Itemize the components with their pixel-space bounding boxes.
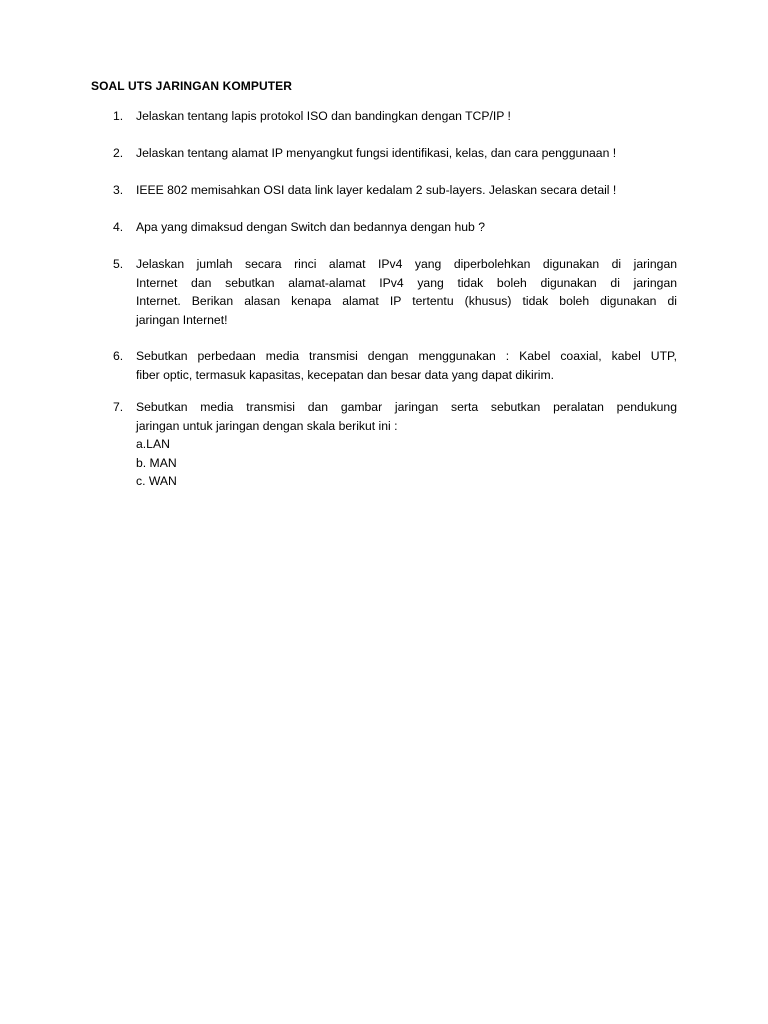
question-text bbox=[136, 347, 677, 384]
sub-item-man: b. MAN bbox=[136, 455, 177, 470]
question-text bbox=[136, 398, 677, 435]
question-text bbox=[136, 181, 677, 200]
question-number: 7. bbox=[113, 400, 124, 414]
document-title: SOAL UTS JARINGAN KOMPUTER bbox=[91, 79, 293, 93]
question-item-3 bbox=[113, 181, 677, 200]
question-line: Internet. Berikan alasan kenapa alamat IP tertentu (khusus) tidak boleh digunakan di bbox=[136, 294, 677, 308]
question-number: 2. bbox=[113, 146, 124, 160]
question-line: Internet dan sebutkan alamat-alamat IPv4 yang tidak boleh digunakan di jaringan bbox=[136, 275, 677, 290]
question-line: IEEE 802 memisahkan OSI data link layer kedalam 2 sub-layers. Jelaskan secara detail ! bbox=[136, 183, 617, 197]
question-item-6 bbox=[113, 347, 677, 384]
question-line: Jelaskan tentang alamat IP menyangkut fungsi identifikasi, kelas, dan cara penggunaan ! bbox=[136, 146, 617, 160]
question-text bbox=[136, 107, 677, 126]
sub-item-lan: a.LAN bbox=[136, 437, 170, 451]
question-line: Sebutkan media transmisi dan gambar jaringan serta sebutkan peralatan pendukung bbox=[136, 400, 677, 414]
question-number: 3. bbox=[113, 183, 124, 197]
question-line: jaringan Internet! bbox=[136, 312, 228, 327]
question-item-5 bbox=[113, 255, 677, 329]
question-item-7 bbox=[113, 398, 677, 491]
question-line: Apa yang dimaksud dengan Switch dan bedannya dengan hub ? bbox=[136, 220, 485, 234]
question-text bbox=[136, 255, 677, 329]
question-number: 5. bbox=[113, 257, 124, 271]
question-line: Jelaskan jumlah secara rinci alamat IPv4 yang diperbolehkan digunakan di jaringan bbox=[136, 257, 677, 271]
question-item-4 bbox=[113, 218, 677, 237]
question-text bbox=[136, 218, 677, 237]
question-line: fiber optic, termasuk kapasitas, kecepatan dan besar data yang dapat dikirim. bbox=[136, 367, 554, 382]
question-item-2 bbox=[113, 144, 677, 163]
question-line: jaringan untuk jaringan dengan skala berikut ini : bbox=[136, 418, 398, 433]
question-line: Sebutkan perbedaan media transmisi dengan menggunakan : Kabel coaxial, kabel UTP, bbox=[136, 349, 677, 363]
question-number: 1. bbox=[113, 109, 124, 123]
question-item-1 bbox=[113, 107, 677, 126]
question-line: Jelaskan tentang lapis protokol ISO dan bandingkan dengan TCP/IP ! bbox=[136, 109, 511, 123]
question-number: 6. bbox=[113, 349, 124, 363]
question-number: 4. bbox=[113, 220, 124, 234]
sub-item-wan: c. WAN bbox=[136, 474, 177, 488]
question-text bbox=[136, 144, 677, 163]
